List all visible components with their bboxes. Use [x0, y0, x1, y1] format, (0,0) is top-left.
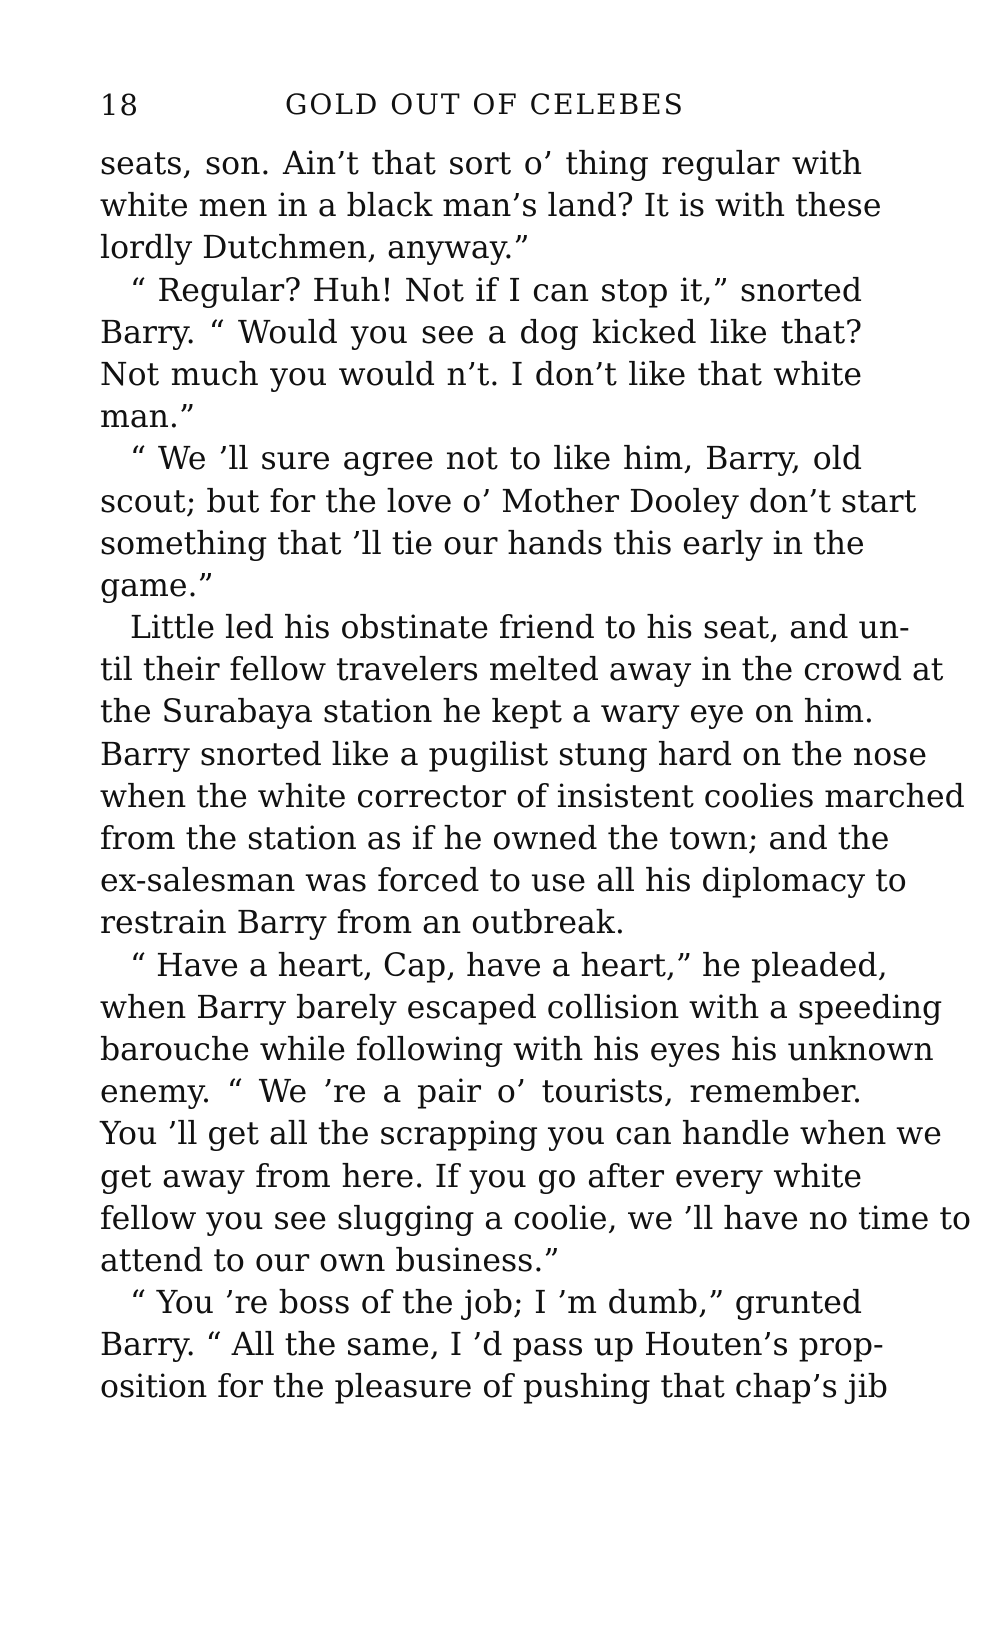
- text-line: man.”: [100, 399, 196, 436]
- running-title: GOLD OUT OF CELEBES: [285, 88, 685, 121]
- text-line: white men in a black man’s land? It is with these: [100, 188, 882, 225]
- text-line: enemy. “ We ’re a pair o’ tourists, remember.: [100, 1074, 862, 1111]
- page-header: [100, 88, 900, 130]
- text-line: restrain Barry from an outbreak.: [100, 905, 625, 942]
- text-line: osition for the pleasure of pushing that chap’s jib: [100, 1369, 888, 1406]
- text-line: something that ’ll tie our hands this early in the: [100, 525, 865, 562]
- text-line: til their fellow travelers melted away in the crowd at: [100, 652, 944, 689]
- text-line: when Barry barely escaped collision with a speeding: [100, 989, 943, 1026]
- text-line: “ Regular? Huh! Not if I can stop it,” snorted: [130, 272, 862, 309]
- text-line: lordly Dutchmen, anyway.”: [100, 230, 530, 267]
- text-line: Barry. “ Would you see a dog kicked like that?: [100, 314, 862, 351]
- paragraph: [100, 438, 917, 607]
- paragraph: [100, 270, 862, 439]
- text-line: the Surabaya station he kept a wary eye on him.: [100, 694, 874, 731]
- text-line: get away from here. If you go after every white: [100, 1158, 862, 1195]
- text-line: game.”: [100, 567, 214, 604]
- text-line: “ You ’re boss of the job; I ’m dumb,” grunted: [130, 1285, 862, 1322]
- text-line: Not much you would n’t. I don’t like that white: [100, 356, 862, 393]
- paragraph: [100, 1282, 888, 1409]
- text-line: from the station as if he owned the town; and the: [100, 821, 890, 857]
- text-line: fellow you see slugging a coolie, we ’ll have no time to: [100, 1200, 971, 1237]
- text-line: barouche while following with his eyes his unknown: [100, 1031, 934, 1068]
- text-line: when the white corrector of insistent coolies marched: [100, 778, 965, 815]
- text-line: “ We ’ll sure agree not to like him, Barry, old: [130, 441, 862, 478]
- text-line: attend to our own business.”: [100, 1242, 560, 1279]
- paragraph: [100, 945, 971, 1283]
- paragraph: [100, 143, 882, 270]
- text-line: Barry snorted like a pugilist stung hard on the nose: [100, 736, 927, 773]
- text-line: seats, son. Ain’t that sort o’ thing regular with: [100, 146, 862, 182]
- page-number: 18: [100, 88, 139, 122]
- paragraph: [100, 607, 965, 945]
- text-line: ex-salesman was forced to use all his diplomacy to: [100, 863, 907, 900]
- text-line: scout; but for the love o’ Mother Dooley don’t start: [100, 483, 917, 520]
- text-line: “ Have a heart, Cap, have a heart,” he pleaded,: [130, 947, 888, 984]
- text-line: Little led his obstinate friend to his seat, and un-: [130, 610, 910, 647]
- body-text: [100, 143, 971, 1409]
- text-line: Barry. “ All the same, I ’d pass up Houten’s prop-: [100, 1327, 884, 1364]
- text-line: You ’ll get all the scrapping you can handle when we: [100, 1116, 942, 1153]
